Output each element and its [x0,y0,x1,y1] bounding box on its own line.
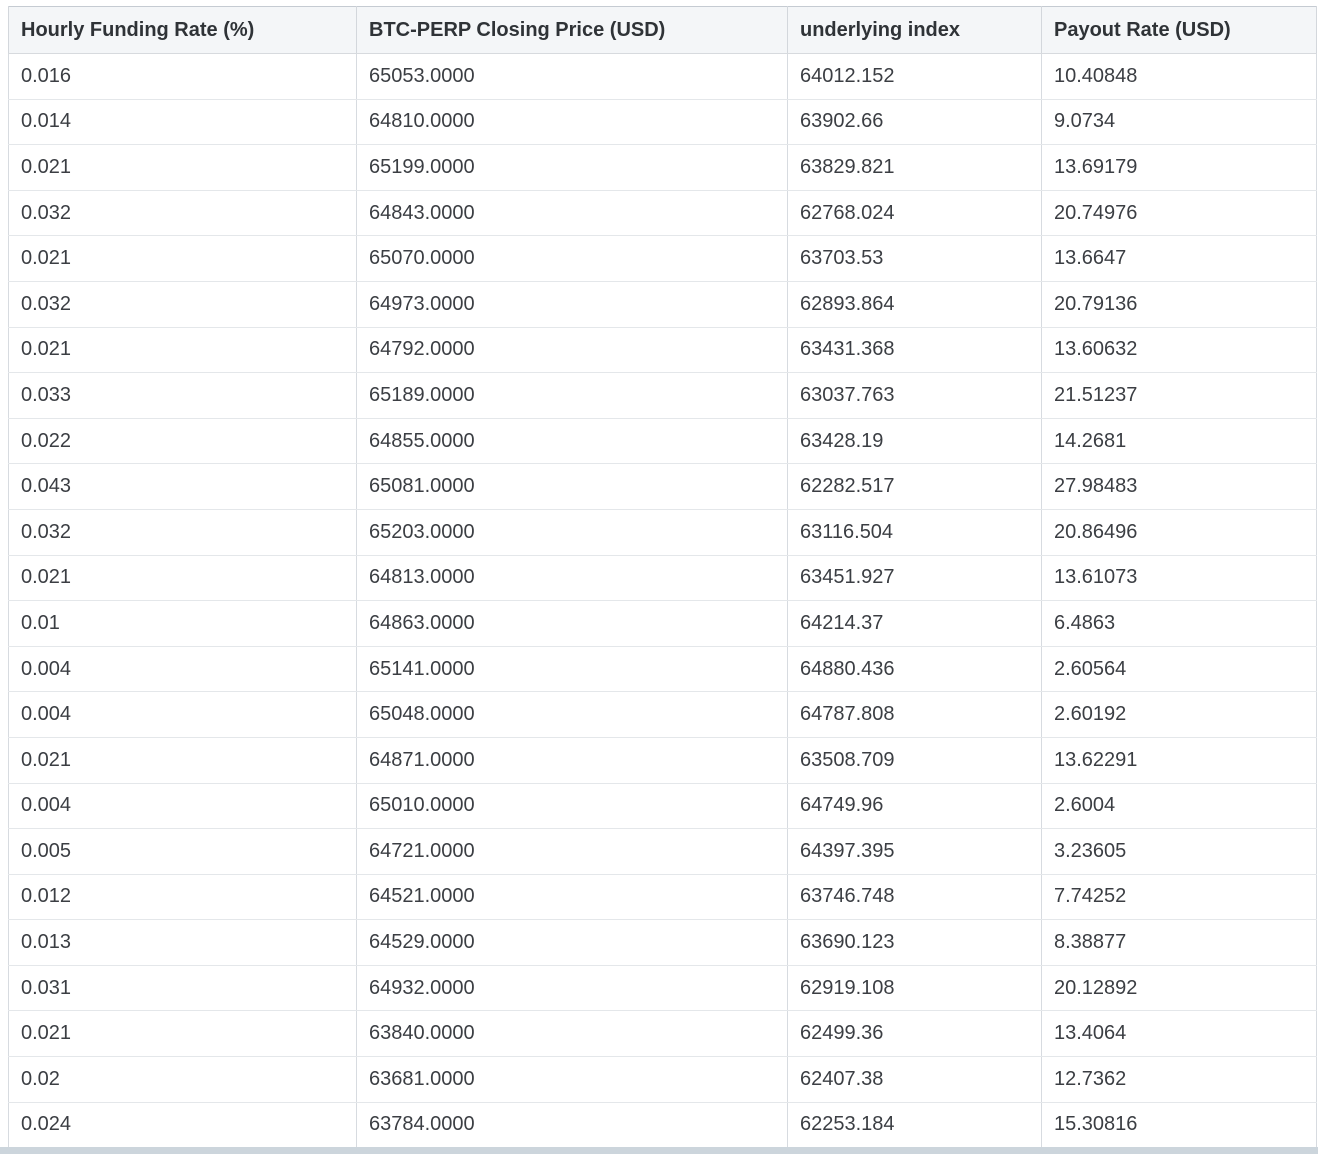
table-cell: 64855.0000 [357,418,788,464]
table-cell: 0.021 [9,327,357,373]
table-row [9,965,1317,1011]
table-cell: 62893.864 [788,281,1042,327]
table-cell: 2.60192 [1042,692,1317,738]
table-cell: 62768.024 [788,190,1042,236]
table-row [9,783,1317,829]
table-cell: 65141.0000 [357,646,788,692]
table-cell: 64843.0000 [357,190,788,236]
table-cell: 0.021 [9,737,357,783]
table-row [9,920,1317,966]
table-row [9,145,1317,191]
table-cell: 0.033 [9,373,357,419]
table-cell: 0.043 [9,464,357,510]
table-cell: 65203.0000 [357,509,788,555]
table-row [9,692,1317,738]
table-cell: 0.024 [9,1102,357,1148]
table-cell: 64397.395 [788,829,1042,875]
table-cell: 62407.38 [788,1057,1042,1103]
table-cell: 64973.0000 [357,281,788,327]
table-row [9,281,1317,327]
table-row [9,327,1317,373]
table-cell: 0.031 [9,965,357,1011]
table-cell: 62919.108 [788,965,1042,1011]
table-header [9,7,1317,54]
table-cell: 0.016 [9,54,357,100]
table-cell: 63681.0000 [357,1057,788,1103]
table-cell: 63784.0000 [357,1102,788,1148]
table-cell: 0.021 [9,145,357,191]
table-cell: 63840.0000 [357,1011,788,1057]
table-row [9,509,1317,555]
table-cell: 0.01 [9,601,357,647]
table-cell: 15.30816 [1042,1102,1317,1148]
table-cell: 13.6647 [1042,236,1317,282]
table-cell: 0.014 [9,99,357,145]
table-cell: 63037.763 [788,373,1042,419]
table-cell: 63431.368 [788,327,1042,373]
table-row [9,99,1317,145]
table-cell: 0.004 [9,783,357,829]
table-row [9,464,1317,510]
table-cell: 63829.821 [788,145,1042,191]
table-row [9,236,1317,282]
table-cell: 64792.0000 [357,327,788,373]
table-cell: 0.022 [9,418,357,464]
table-cell: 64749.96 [788,783,1042,829]
table-cell: 0.004 [9,692,357,738]
table-cell: 21.51237 [1042,373,1317,419]
table-cell: 65070.0000 [357,236,788,282]
table-cell: 0.032 [9,509,357,555]
table-cell: 0.02 [9,1057,357,1103]
table-cell: 0.021 [9,236,357,282]
funding-rate-table [8,6,1317,1148]
table-cell: 10.40848 [1042,54,1317,100]
table-cell: 9.0734 [1042,99,1317,145]
table-row [9,190,1317,236]
table-cell: 0.013 [9,920,357,966]
table-cell: 64721.0000 [357,829,788,875]
table-cell: 64863.0000 [357,601,788,647]
table-cell: 0.021 [9,555,357,601]
table-cell: 64880.436 [788,646,1042,692]
table-cell: 20.86496 [1042,509,1317,555]
table-row [9,54,1317,100]
table-cell: 64214.37 [788,601,1042,647]
table-row [9,601,1317,647]
table-cell: 62253.184 [788,1102,1042,1148]
table-row [9,1057,1317,1103]
table-cell: 64932.0000 [357,965,788,1011]
table-cell: 63746.748 [788,874,1042,920]
table-cell: 3.23605 [1042,829,1317,875]
table-cell: 65199.0000 [357,145,788,191]
table-cell: 64813.0000 [357,555,788,601]
table-cell: 6.4863 [1042,601,1317,647]
table-cell: 62499.36 [788,1011,1042,1057]
table-cell: 12.7362 [1042,1057,1317,1103]
table-cell: 0.005 [9,829,357,875]
table-cell: 65189.0000 [357,373,788,419]
table-cell: 65081.0000 [357,464,788,510]
table-container [8,6,1316,1148]
table-cell: 0.021 [9,1011,357,1057]
table-body [9,54,1317,1148]
table-cell: 13.4064 [1042,1011,1317,1057]
table-cell: 63508.709 [788,737,1042,783]
column-header: underlying index [788,7,1042,54]
table-cell: 8.38877 [1042,920,1317,966]
table-row [9,1102,1317,1148]
table-cell: 65053.0000 [357,54,788,100]
table-row [9,373,1317,419]
table-cell: 64529.0000 [357,920,788,966]
table-cell: 13.60632 [1042,327,1317,373]
table-cell: 64810.0000 [357,99,788,145]
table-cell: 0.032 [9,281,357,327]
table-cell: 2.60564 [1042,646,1317,692]
table-cell: 2.6004 [1042,783,1317,829]
horizontal-scrollbar[interactable] [0,1147,1318,1154]
column-header: Payout Rate (USD) [1042,7,1317,54]
table-row [9,829,1317,875]
table-cell: 20.79136 [1042,281,1317,327]
table-cell: 63703.53 [788,236,1042,282]
table-cell: 14.2681 [1042,418,1317,464]
table-cell: 27.98483 [1042,464,1317,510]
table-row [9,555,1317,601]
table-cell: 63116.504 [788,509,1042,555]
table-cell: 64787.808 [788,692,1042,738]
table-cell: 20.74976 [1042,190,1317,236]
table-cell: 64871.0000 [357,737,788,783]
table-cell: 13.62291 [1042,737,1317,783]
table-row [9,874,1317,920]
table-cell: 13.69179 [1042,145,1317,191]
table-cell: 63428.19 [788,418,1042,464]
table-cell: 63451.927 [788,555,1042,601]
table-row [9,1011,1317,1057]
table-cell: 65048.0000 [357,692,788,738]
table-row [9,737,1317,783]
header-row [9,7,1317,54]
table-row [9,646,1317,692]
table-cell: 64012.152 [788,54,1042,100]
table-cell: 62282.517 [788,464,1042,510]
table-cell: 65010.0000 [357,783,788,829]
column-header: Hourly Funding Rate (%) [9,7,357,54]
table-cell: 0.012 [9,874,357,920]
table-cell: 63690.123 [788,920,1042,966]
table-cell: 7.74252 [1042,874,1317,920]
table-cell: 63902.66 [788,99,1042,145]
table-cell: 64521.0000 [357,874,788,920]
table-cell: 20.12892 [1042,965,1317,1011]
column-header: BTC-PERP Closing Price (USD) [357,7,788,54]
table-cell: 13.61073 [1042,555,1317,601]
table-row [9,418,1317,464]
table-cell: 0.004 [9,646,357,692]
table-cell: 0.032 [9,190,357,236]
